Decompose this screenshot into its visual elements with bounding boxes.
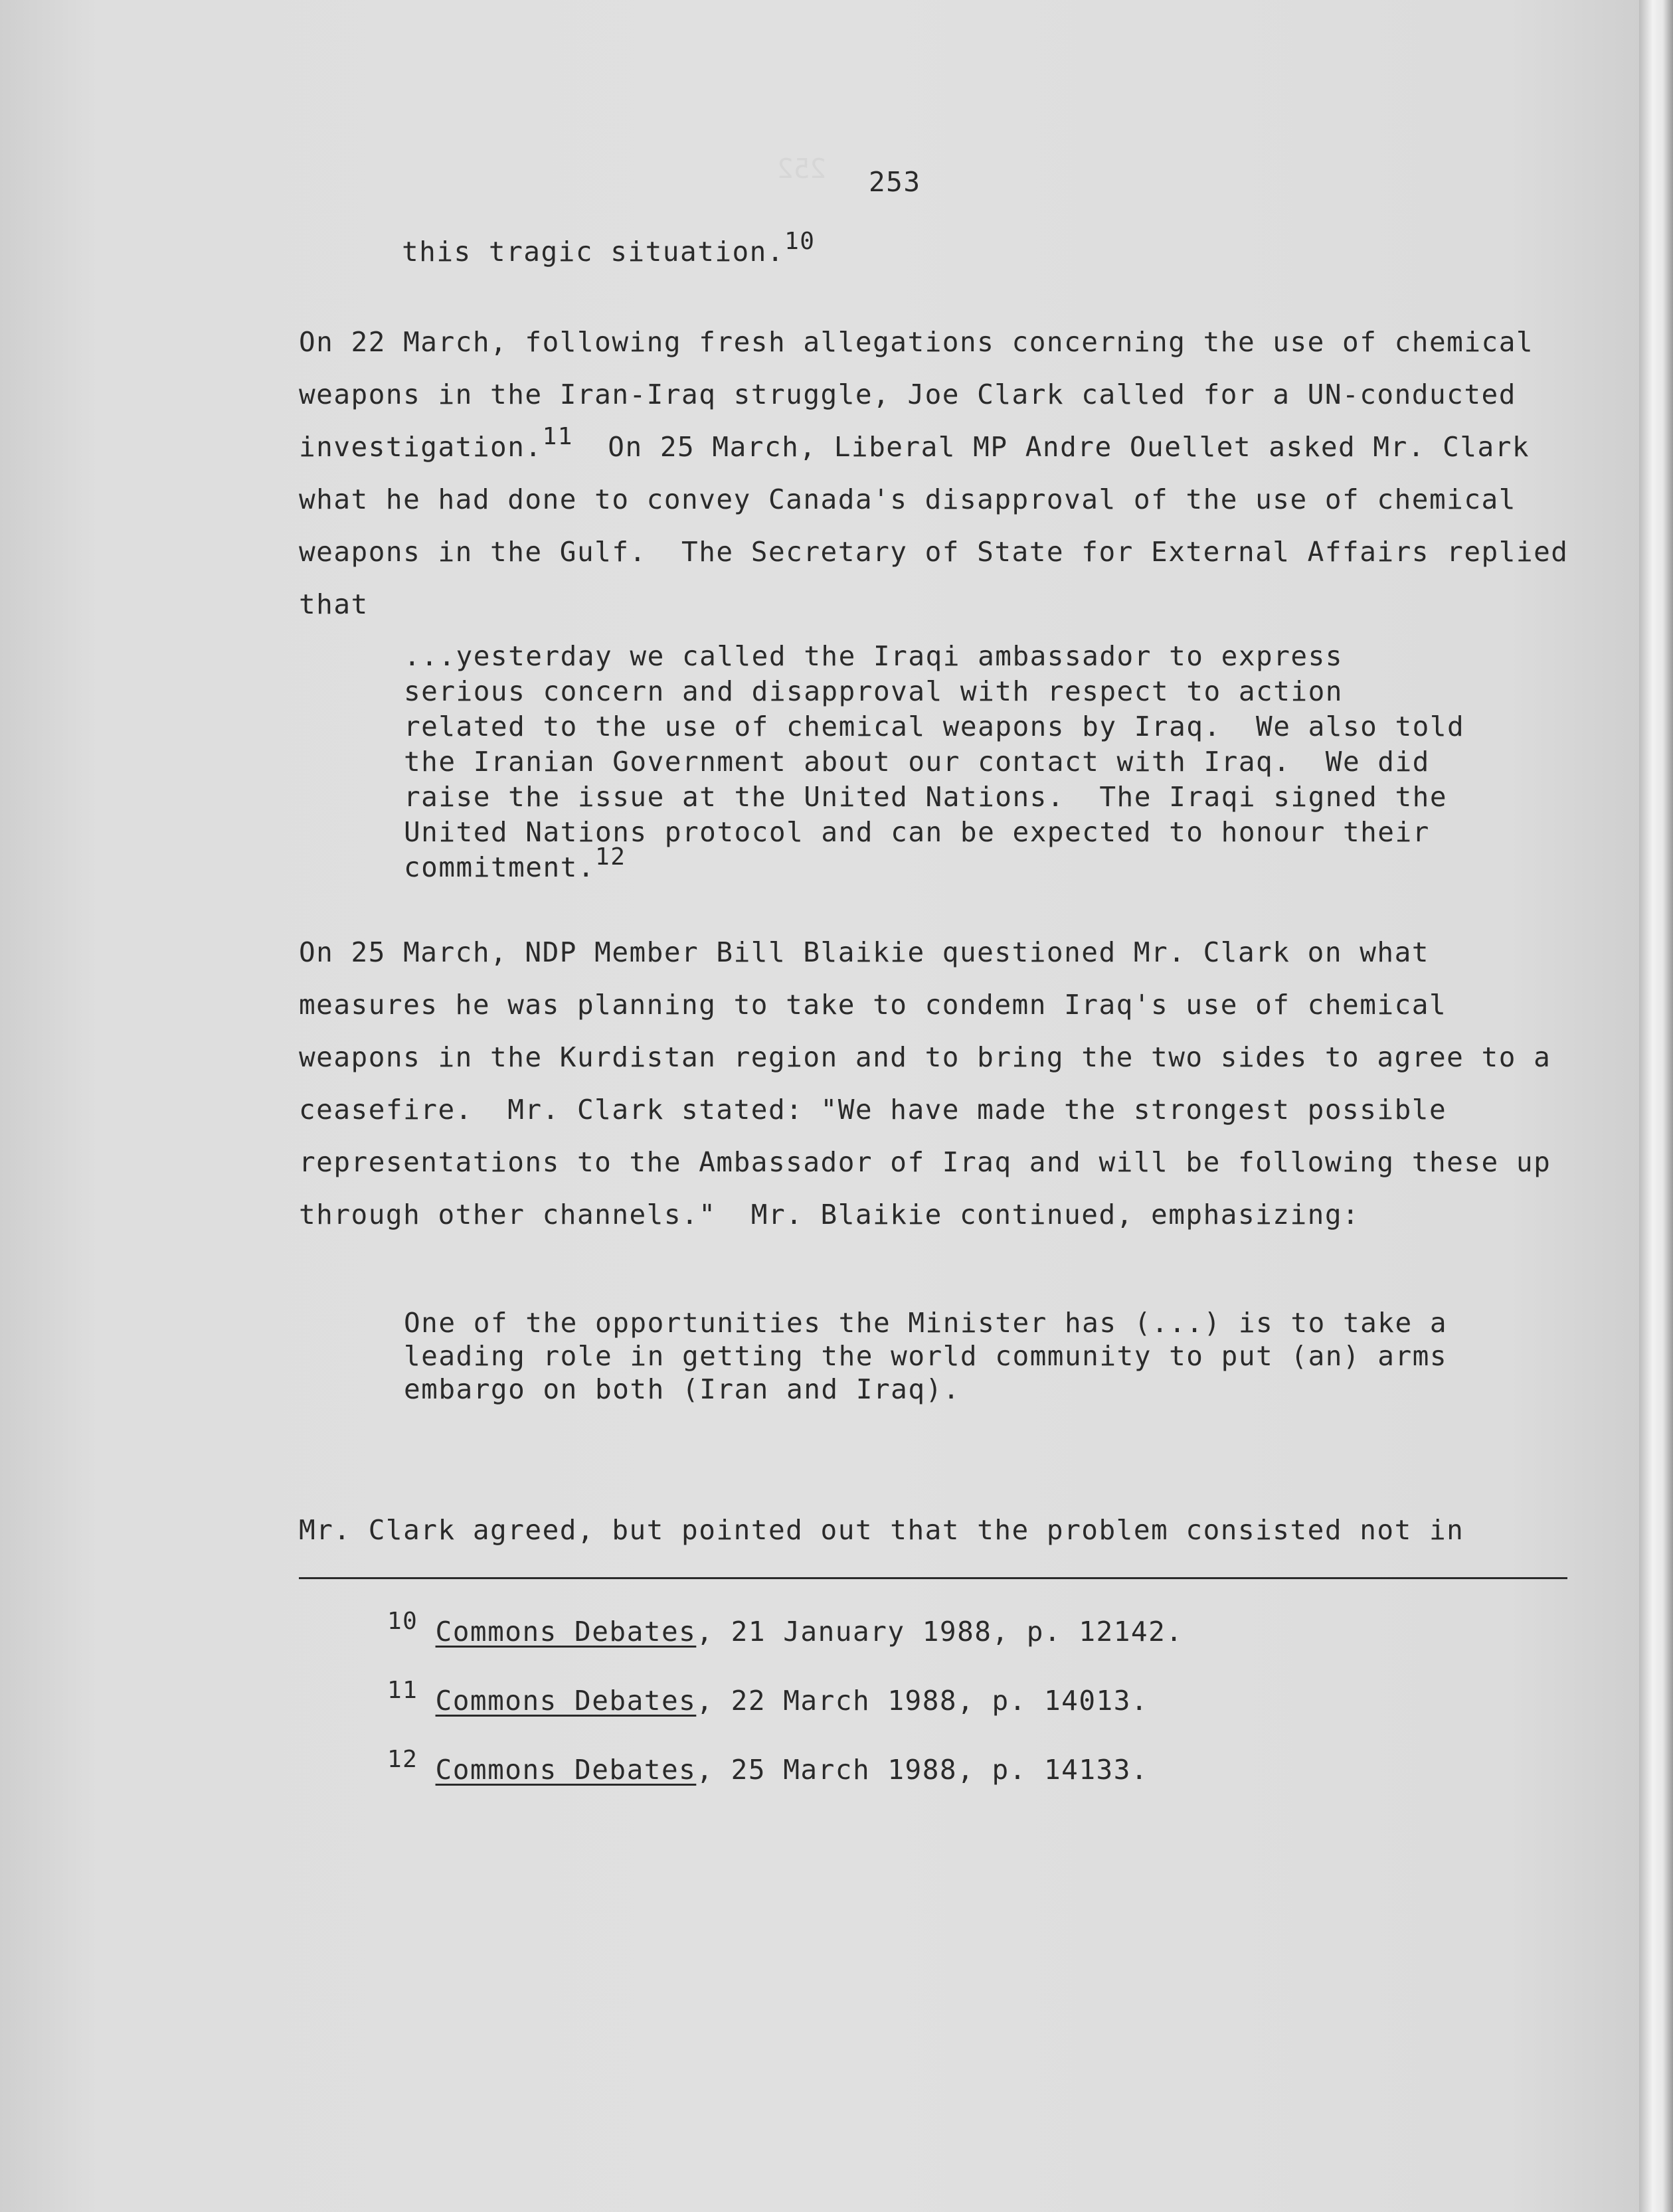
footnote-source: Commons Debates xyxy=(435,1685,697,1717)
text-line: weapons in the Kurdistan region and to bring the two sides to agree to a xyxy=(299,1041,1551,1073)
quote-line: United Nations protocol and can be expected to honour their xyxy=(404,816,1430,848)
footnote-number: 11 xyxy=(387,1677,418,1704)
text-line: that xyxy=(299,588,369,620)
quote-line: commitment.12 xyxy=(404,843,626,883)
footnote-number: 12 xyxy=(387,1746,418,1773)
bleed-through-text: 252 xyxy=(777,153,827,185)
text-line: ceasefire. Mr. Clark stated: "We have made the strongest possible xyxy=(299,1094,1447,1126)
text-line: through other channels." Mr. Blaikie continued, emphasizing: xyxy=(299,1199,1360,1231)
text-line: investigation.11 On 25 March, Liberal MP Andre Ouellet asked Mr. Clark xyxy=(299,423,1530,463)
quote-line: related to the use of chemical weapons by Iraq. We also told xyxy=(404,711,1465,742)
footnote-ref: 12 xyxy=(595,843,626,871)
quote-line: leading role in getting the world community to put (an) arms xyxy=(404,1340,1448,1372)
text-line: On 25 March, NDP Member Bill Blaikie questioned Mr. Clark on what xyxy=(299,936,1429,968)
footnote: 11 Commons Debates, 22 March 1988, p. 14013. xyxy=(387,1677,1149,1717)
quote-line: serious concern and disapproval with respect to action xyxy=(404,675,1343,707)
text-line: what he had done to convey Canada's disapproval of the use of chemical xyxy=(299,483,1516,515)
footnote-divider xyxy=(299,1577,1567,1579)
text-line: Mr. Clark agreed, but pointed out that the problem consisted not in xyxy=(299,1514,1464,1546)
page-edge-shadow xyxy=(1639,0,1673,2212)
footnote-number: 10 xyxy=(387,1608,418,1635)
text-line: weapons in the Iran-Iraq struggle, Joe Clark called for a UN-conducted xyxy=(299,379,1516,410)
quote-line: the Iranian Government about our contact with Iraq. We did xyxy=(404,746,1430,778)
quote-line: raise the issue at the United Nations. The Iraqi signed the xyxy=(404,781,1448,813)
text-line: On 22 March, following fresh allegations concerning the use of chemical xyxy=(299,326,1534,358)
footnote: 10 Commons Debates, 21 January 1988, p. 12142. xyxy=(387,1608,1184,1648)
footnote: 12 Commons Debates, 25 March 1988, p. 14133. xyxy=(387,1746,1149,1786)
text-line: this tragic situation.10 xyxy=(402,228,816,268)
text-line: weapons in the Gulf. The Secretary of State for External Affairs replied xyxy=(299,536,1569,568)
quote-line: embargo on both (Iran and Iraq). xyxy=(404,1373,960,1405)
footnote-ref: 11 xyxy=(542,423,573,450)
footnote-source: Commons Debates xyxy=(435,1616,697,1648)
page-number: 253 xyxy=(869,166,921,198)
quote-line: One of the opportunities the Minister has (...) is to take a xyxy=(404,1307,1448,1339)
footnote-source: Commons Debates xyxy=(435,1754,697,1786)
text-line: representations to the Ambassador of Iraq and will be following these up xyxy=(299,1146,1551,1178)
footnote-ref: 10 xyxy=(784,228,816,255)
quote-line: ...yesterday we called the Iraqi ambassador to express xyxy=(404,640,1343,672)
text-line: measures he was planning to take to condemn Iraq's use of chemical xyxy=(299,989,1447,1021)
